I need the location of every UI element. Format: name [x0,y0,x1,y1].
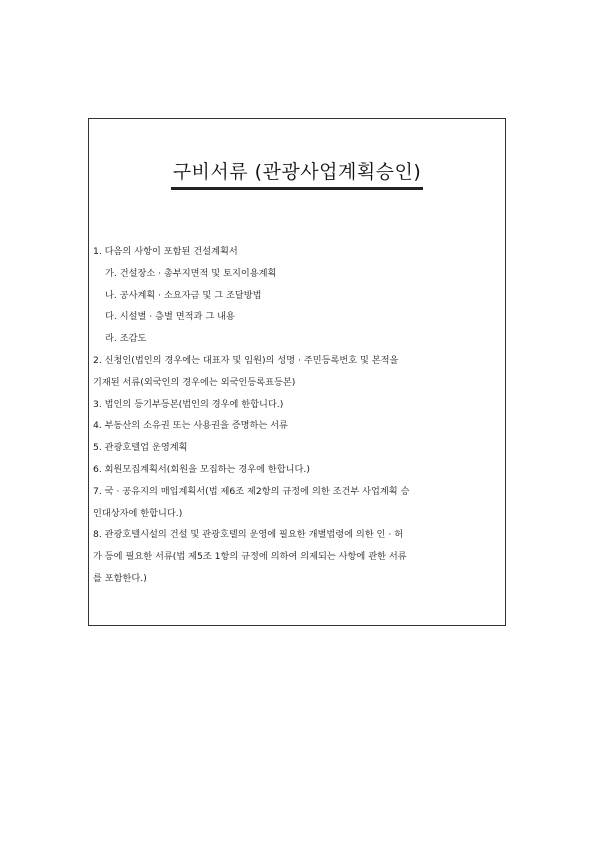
list-item-continuation: 를 포함한다.) [93,572,147,584]
list-subitem: 가. 건설장소 · 총부지면적 및 토지이용계획 [105,267,277,279]
document-content [93,241,501,590]
list-item-continuation: 가 등에 필요한 서류(법 제5조 1항의 규정에 의하여 의제되는 사항에 관한 서류 [93,551,407,563]
list-item: 8. 관광호텔시설의 건설 및 관광호텔의 운영에 필요한 개별법령에 의한 인 · 허 [93,529,404,541]
document-box [88,118,506,626]
list-subitem: 나. 공사계획 · 소요자금 및 그 조달방법 [105,289,262,301]
list-item: 4. 부동산의 소유권 또는 사용권을 증명하는 서류 [93,420,288,432]
list-item-continuation: 기재된 서류(외국인의 경우에는 외국인등록표등본) [93,376,296,388]
list-item: 5. 관광호텔업 운영계획 [93,442,188,454]
list-item: 7. 국 · 공유지의 매입계획서(법 제6조 제2항의 규정에 의한 조건부 사업계획 승 [93,485,410,497]
document-title: 구비서류 (관광사업계획승인) [171,159,424,188]
list-item: 6. 회원모집계획서(회원을 모집하는 경우에 한합니다.) [93,463,310,475]
list-item: 3. 법인의 등기부등본(법인의 경우에 한합니다.) [93,398,284,410]
list-subitem: 라. 조감도 [105,333,147,345]
list-item-continuation: 인대상자에 한합니다.) [93,507,183,519]
list-subitem: 다. 시설별 · 층별 면적과 그 내용 [105,311,235,323]
list-item: 1. 다음의 사항이 포함된 건설계획서 [93,246,238,257]
title-wrap [89,159,505,188]
list-item: 2. 신청인(법인의 경우에는 대표자 및 임원)의 성명 · 주민등록번호 및 본적을 [93,354,399,366]
